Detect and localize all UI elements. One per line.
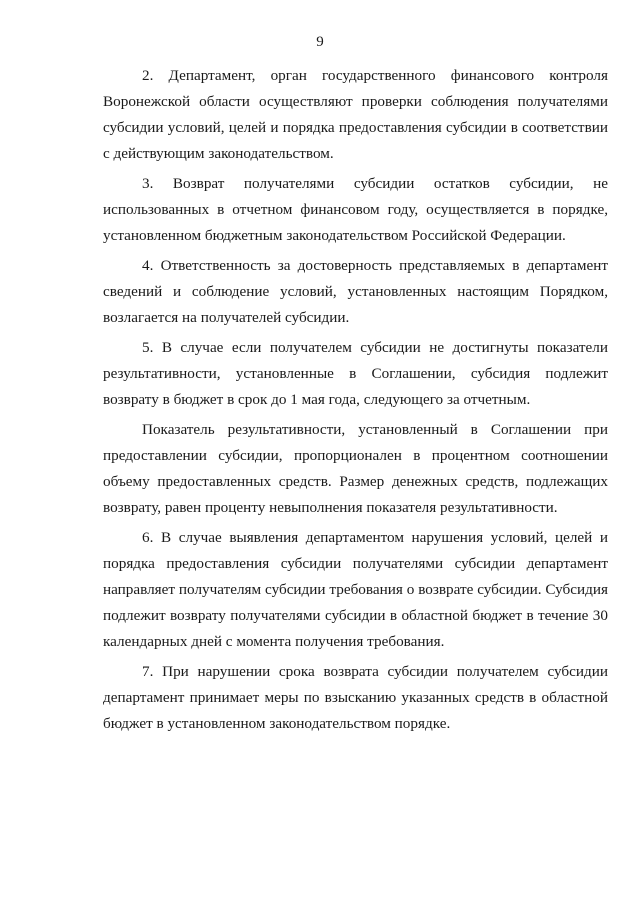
paragraph-2: 2. Департамент, орган государственного финансового контроля Воронежской области осуществляют проверки соблюдения получателями субсидии условий, целей и порядка предоставления субсидии в соответствии с действующим законодательством. xyxy=(103,67,608,162)
paragraph-7: 7. При нарушении срока возврата субсидии получателем субсидии департамент принимает меры по взысканию указанных средств в областной бюджет в установленном законодательством порядке. xyxy=(103,663,608,732)
page-number: 9 xyxy=(316,34,324,50)
paragraph-3: 3. Возврат получателями субсидии остатков субсидии, не использованных в отчетном финансовом году, осуществляется в порядке, установленном бюджетным законодательством Российской Федерации. xyxy=(103,175,608,244)
paragraph-indicator: Показатель результативности, установленный в Соглашении при предоставлении субсидии, пропорционален в процентном соотношении объему предоставленных средств. Размер денежных средств, подлежащих возврату, равен проценту невыполнения показателя результативности. xyxy=(103,421,608,516)
paragraph-4: 4. Ответственность за достоверность представляемых в департамент сведений и соблюдение условий, установленных настоящим Порядком, возлагается на получателей субсидии. xyxy=(103,257,608,326)
paragraph-6: 6. В случае выявления департаментом нарушения условий, целей и порядка предоставления субсидии получателями субсидии департамент направляет получателям субсидии требования о возврате субсидии. Субсидия подлежит возврату получателями субсидии в областной бюджет в течение 30 календарных дней с момента получения требования. xyxy=(103,529,608,650)
paragraph-5: 5. В случае если получателем субсидии не достигнуты показатели результативности, установленные в Соглашении, субсидия подлежит возврату в бюджет в срок до 1 мая года, следующего за отчетным. xyxy=(103,339,608,408)
document-body xyxy=(103,63,608,741)
